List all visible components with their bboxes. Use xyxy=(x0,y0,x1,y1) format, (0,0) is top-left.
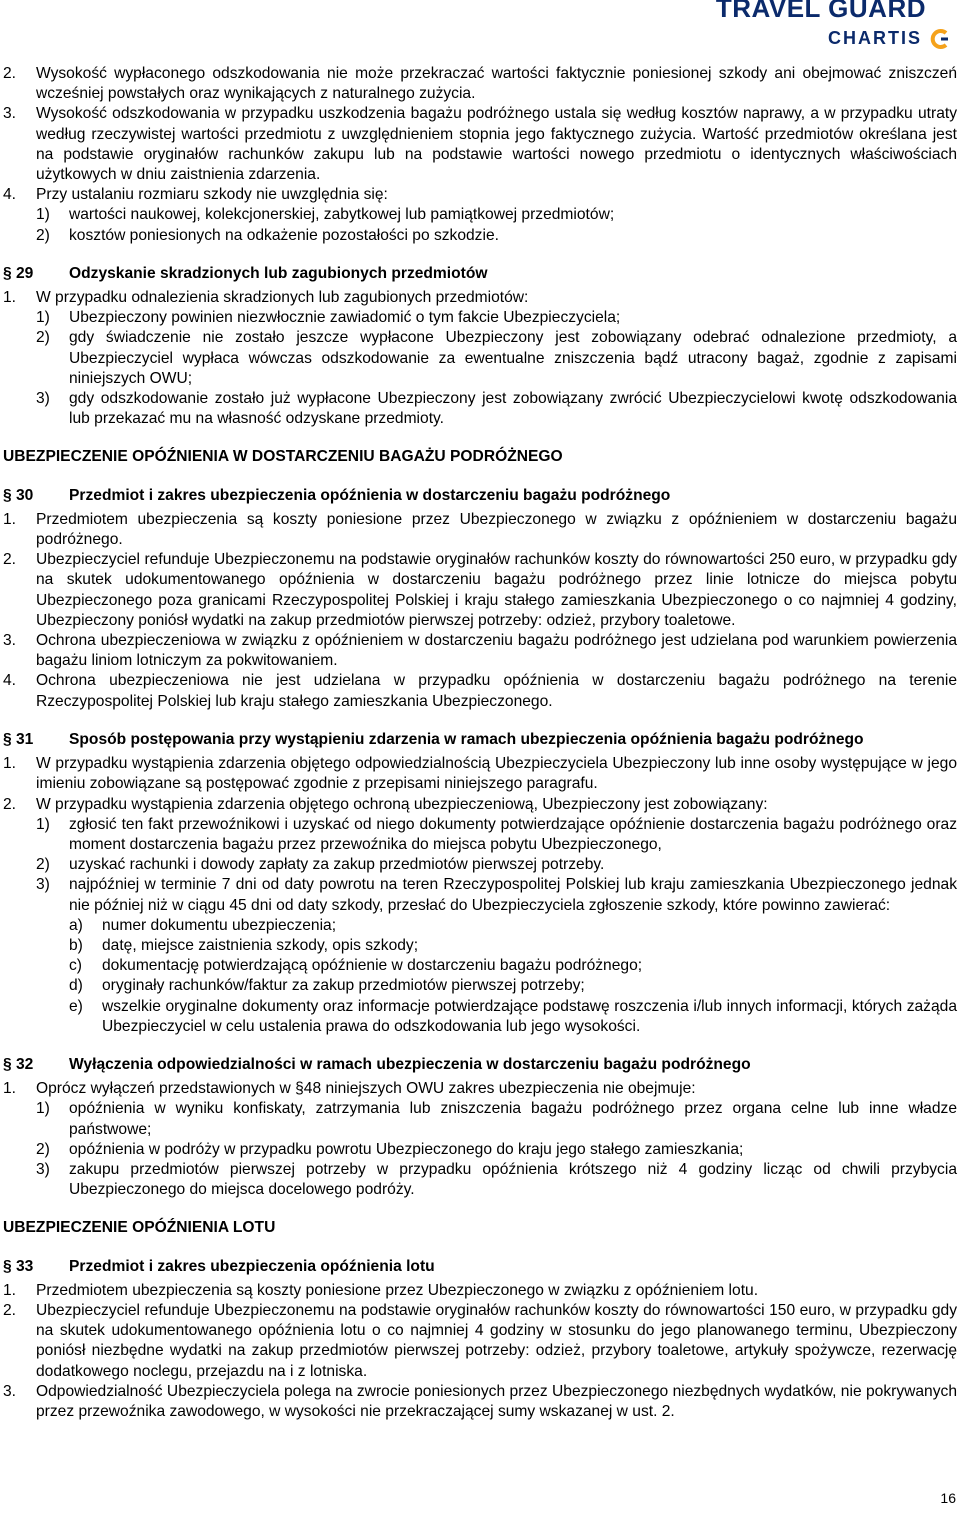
item-text: Przedmiotem ubezpieczenia są koszty poniesione przez Ubezpieczonego w związku z opóźnieniem w dostarczeniu bagażu podróżnego. xyxy=(36,510,957,549)
item-number: 3. xyxy=(3,1382,17,1400)
logo-text-travel-guard: TRAVEL GUARD xyxy=(715,0,926,23)
sub-sub-item-letter: b) xyxy=(69,936,83,954)
sub-sub-item xyxy=(69,997,957,1037)
sub-item-number: 2) xyxy=(36,226,50,244)
sub-item xyxy=(36,308,957,328)
paragraph xyxy=(3,1301,957,1382)
item-number: 1. xyxy=(3,289,17,307)
item-number: 3. xyxy=(3,105,17,123)
section-number: § 29 xyxy=(3,264,34,282)
sub-item-number: 3) xyxy=(36,390,50,408)
paragraph xyxy=(3,1079,957,1099)
section-heading-33 xyxy=(3,1257,957,1277)
item-text: Wysokość odszkodowania w przypadku uszkodzenia bagażu podróżnego ustala się według kosztów naprawy, a w przypadku utraty według rzeczywistej wartości przedmiotu z uwzględnieniem stopnia jego faktycznego zużycia. Wartość przedmiotów określana jest na podstawie oryginałów rachunków zakupu lub na podstawie wartości nowego przedmiotu o identycznych właściwościach użytkowych w dniu zaistnienia zdarzenia. xyxy=(36,105,957,184)
paragraph xyxy=(3,671,957,711)
section-title: Sposób postępowania przy wystąpieniu zdarzenia w ramach ubezpieczenia opóźnienia bagażu podróżnego xyxy=(69,730,864,748)
sub-sub-item-text: oryginały rachunków/faktur za zakup przedmiotów pierwszej potrzeby; xyxy=(102,977,585,995)
section-title: Odzyskanie skradzionych lub zagubionych przedmiotów xyxy=(69,264,488,282)
sub-item-text: opóźnienia w wyniku konfiskaty, zatrzymania lub zniszczenia bagażu podróżnego przez organa celne lub inne władze państwowe; xyxy=(69,1100,957,1138)
sub-item-text: kosztów poniesionych na odkażenie pozostałości po szkodzie. xyxy=(69,226,499,244)
item-text: Ubezpieczyciel refunduje Ubezpieczonemu na podstawie oryginałów rachunków koszty do równowartości 250 euro, w przypadku gdy na skutek udokumentowanego opóźnienia w dostarczeniu bagażu podróżnego przez linie lotnicze do miejsca pobytu Ubezpieczonego poza granicami Rzeczypospolitej Polskiej i kraju stałego zamieszkania Ubezpieczonego o co najmniej 4 godziny, Ubezpieczony poniósł wydatki na zakup przedmiotów pierwszej potrzeby: odzież, przybory toaletowe. xyxy=(36,551,957,629)
chartis-mark-icon xyxy=(928,28,950,50)
section-number: § 30 xyxy=(3,486,34,504)
sub-item-text: gdy świadczenie nie zostało jeszcze wypłacone Ubezpieczony jest zobowiązany odebrać odnalezione przedmioty, a Ubezpieczyciel wypłaca wówczas odszkodowanie za ewentualne zniszczenia bądź utracony bagaż, zgodnie z zapisami niniejszych OWU; xyxy=(69,329,957,387)
section-heading-31 xyxy=(3,730,957,750)
section-heading-29 xyxy=(3,264,957,284)
sub-item-number: 2) xyxy=(36,856,50,874)
paragraph-3 xyxy=(3,104,957,185)
sub-sub-item xyxy=(69,916,957,936)
section-title: Przedmiot i zakres ubezpieczenia opóźnienia w dostarczeniu bagażu podróżnego xyxy=(69,486,671,504)
sub-item-number: 1) xyxy=(36,815,50,833)
section-title: Wyłączenia odpowiedzialności w ramach ubezpieczenia w dostarczeniu bagażu podróżnego xyxy=(69,1055,751,1073)
paragraph xyxy=(3,631,957,671)
section-heading-30 xyxy=(3,486,957,506)
sub-item xyxy=(36,1160,957,1200)
sub-sub-item-letter: a) xyxy=(69,916,83,934)
section-number: § 31 xyxy=(3,730,34,748)
item-number: 1. xyxy=(3,510,17,528)
item-text: W przypadku wystąpienia zdarzenia objętego odpowiedzialnością Ubezpieczyciela Ubezpieczony lub inne osoby występujące w jego imieniu zobowiązane są postępować zgodnie z przepisami niniejszego paragrafu. xyxy=(36,755,957,793)
paragraph xyxy=(3,1281,957,1301)
paragraph xyxy=(3,510,957,550)
sub-sub-item xyxy=(69,956,957,976)
item-number: 4. xyxy=(3,186,17,204)
item-number: 2. xyxy=(3,795,17,813)
sub-item-number: 1) xyxy=(36,206,50,224)
paragraph xyxy=(3,550,957,631)
sub-item xyxy=(36,328,957,389)
sub-item-number: 1) xyxy=(36,1100,50,1118)
sub-item-text: zakupu przedmiotów pierwszej potrzeby w przypadku opóźnienia krótszego niż 4 godziny licząc od chwili przybycia Ubezpieczonego do miejsca docelowego podróży. xyxy=(69,1160,957,1199)
sub-sub-item-text: dokumentację potwierdzającą opóźnienie w dostarczeniu bagażu podróżnego; xyxy=(102,957,643,975)
sub-sub-item-text: wszelkie oryginalne dokumenty oraz informacje potwierdzające podstawę roszczenia i/lub innych informacji, których zażąda Ubezpieczyciel w celu ustalenia prawa do odszkodowania lub jego wysokości. xyxy=(102,997,957,1035)
section-number: § 33 xyxy=(3,1257,34,1275)
sub-item-number: 2) xyxy=(36,329,50,347)
section-title: Przedmiot i zakres ubezpieczenia opóźnienia lotu xyxy=(69,1257,435,1275)
item-number: 3. xyxy=(3,632,17,650)
item-number: 1. xyxy=(3,1080,17,1098)
sub-item xyxy=(36,226,957,246)
document-body xyxy=(3,64,957,1422)
item-number: 1. xyxy=(3,755,17,773)
sub-item xyxy=(36,205,957,225)
item-text: Ubezpieczyciel refunduje Ubezpieczonemu na podstawie oryginałów rachunków koszty do równowartości 150 euro, w przypadku gdy na skutek udokumentowanego opóźnienia lotu o co najmniej 4 godziny w stosunku do jego planowanego terminu, Ubezpieczony poniósł niezbędne wydatki na zakup przedmiotów pierwszej potrzeby: odzież, przybory toaletowe, artykuły spożywcze, rezerwację dodatkowego noclegu, przejazdu na i z lotniska. xyxy=(36,1301,957,1380)
item-text: W przypadku odnalezienia skradzionych lub zagubionych przedmiotów: xyxy=(36,289,529,307)
sub-item xyxy=(36,1140,957,1160)
sub-item-text: opóźnienia w podróży w przypadku powrotu Ubezpieczonego do kraju jego stałego zamieszkania; xyxy=(69,1140,744,1158)
paragraph xyxy=(3,795,957,815)
item-text: Oprócz wyłączeń przedstawionych w §48 niniejszych OWU zakres ubezpieczenia nie obejmuje: xyxy=(36,1080,696,1098)
sub-item xyxy=(36,1099,957,1139)
logo-text-chartis: CHARTIS xyxy=(828,28,922,48)
sub-item-text: zgłosić ten fakt przewoźnikowi i uzyskać od niego dokumenty potwierdzające opóźnienie dostarczenia bagażu podróżnego oraz moment dostarczenia bagażu przez przewoźnika do miejsca pobytu Ubezpieczonego, xyxy=(69,815,957,853)
chapter-heading: UBEZPIECZENIE OPÓŹNIENIA LOTU xyxy=(3,1219,276,1237)
item-text: W przypadku wystąpienia zdarzenia objętego ochroną ubezpieczeniową, Ubezpieczony jest zobowiązany: xyxy=(36,795,768,813)
section-number: § 32 xyxy=(3,1055,34,1073)
sub-sub-item xyxy=(69,936,957,956)
sub-sub-item-letter: c) xyxy=(69,957,82,975)
paragraph-4 xyxy=(3,185,957,205)
paragraph xyxy=(3,288,957,308)
travel-guard-logo xyxy=(715,0,956,52)
sub-sub-item-letter: e) xyxy=(69,997,83,1015)
paragraph-2 xyxy=(3,64,957,104)
item-text: Przy ustalaniu rozmiaru szkody nie uwzględnia się: xyxy=(36,186,388,204)
sub-item-text: wartości naukowej, kolekcjonerskiej, zabytkowej lub pamiątkowej przedmiotów; xyxy=(69,206,615,224)
item-number: 2. xyxy=(3,65,17,82)
sub-sub-item xyxy=(69,976,957,996)
section-heading-32 xyxy=(3,1055,957,1075)
item-number: 4. xyxy=(3,672,17,690)
item-text: Przedmiotem ubezpieczenia są koszty poniesione przez Ubezpieczonego w związku z opóźnieniem lotu. xyxy=(36,1281,759,1299)
sub-item xyxy=(36,389,957,429)
item-number: 2. xyxy=(3,1301,17,1319)
item-text: Wysokość wypłaconego odszkodowania nie może przekraczać wartości faktycznie poniesionej szkody ani obejmować zniszczeń wcześniej powstałych oraz wynikających z naturalnego zużycia. xyxy=(36,65,957,103)
item-number: 1. xyxy=(3,1281,17,1299)
sub-item-text: Ubezpieczony powinien niezwłocznie zawiadomić o tym fakcie Ubezpieczyciela; xyxy=(69,309,621,327)
sub-sub-item-letter: d) xyxy=(69,977,83,995)
paragraph xyxy=(3,754,957,794)
sub-item-number: 3) xyxy=(36,876,50,894)
sub-item xyxy=(36,855,957,875)
item-text: Ochrona ubezpieczeniowa w związku z opóźnieniem w dostarczeniu bagażu podróżnego jest udzielana pod warunkiem powierzenia bagażu liniom lotniczym za pokwitowaniem. xyxy=(36,632,957,670)
sub-item-text: najpóźniej w terminie 7 dni od daty powrotu na teren Rzeczypospolitej Polskiej lub kraju zamieszkania Ubezpieczonego jednak nie później niż w ciągu 45 dni od daty szkody, przesłać do Ubezpieczyciela zgłoszenie szkody, które powinno zawierać: xyxy=(69,876,957,914)
item-number: 2. xyxy=(3,551,17,569)
item-text: Ochrona ubezpieczeniowa nie jest udzielana w przypadku opóźnienia w dostarczeniu bagażu podróżnego na terenie Rzeczypospolitej Polskiej lub kraju stałego zamieszkania Ubezpieczonego. xyxy=(36,672,957,710)
sub-item-text: uzyskać rachunki i dowody zapłaty za zakup przedmiotów pierwszej potrzeby. xyxy=(69,856,605,874)
sub-item-text: gdy odszkodowanie zostało już wypłacone Ubezpieczony jest zobowiązany zwrócić Ubezpieczycielowi kwotę odszkodowania lub przekazać mu na własność odzyskane przedmioty. xyxy=(69,390,957,428)
sub-sub-item-text: numer dokumentu ubezpieczenia; xyxy=(102,916,337,934)
sub-sub-item-text: datę, miejsce zaistnienia szkody, opis szkody; xyxy=(102,936,419,954)
sub-item-number: 1) xyxy=(36,309,50,327)
page-number: 16 xyxy=(940,1490,956,1506)
sub-item xyxy=(36,815,957,855)
chapter-heading: UBEZPIECZENIE OPÓŹNIENIA W DOSTARCZENIU BAGAŻU PODRÓŻNEGO xyxy=(3,448,563,466)
sub-item xyxy=(36,875,957,915)
sub-item-number: 2) xyxy=(36,1140,50,1158)
sub-item-number: 3) xyxy=(36,1160,50,1178)
paragraph xyxy=(3,1382,957,1422)
item-text: Odpowiedzialność Ubezpieczyciela polega na zwrocie poniesionych przez Ubezpieczonego niezbędnych wydatków, nie pokrywanych przez przewoźnika zawodowego, w wysokości nie przekraczającej sumy wskazanej w ust. 2. xyxy=(36,1382,957,1420)
